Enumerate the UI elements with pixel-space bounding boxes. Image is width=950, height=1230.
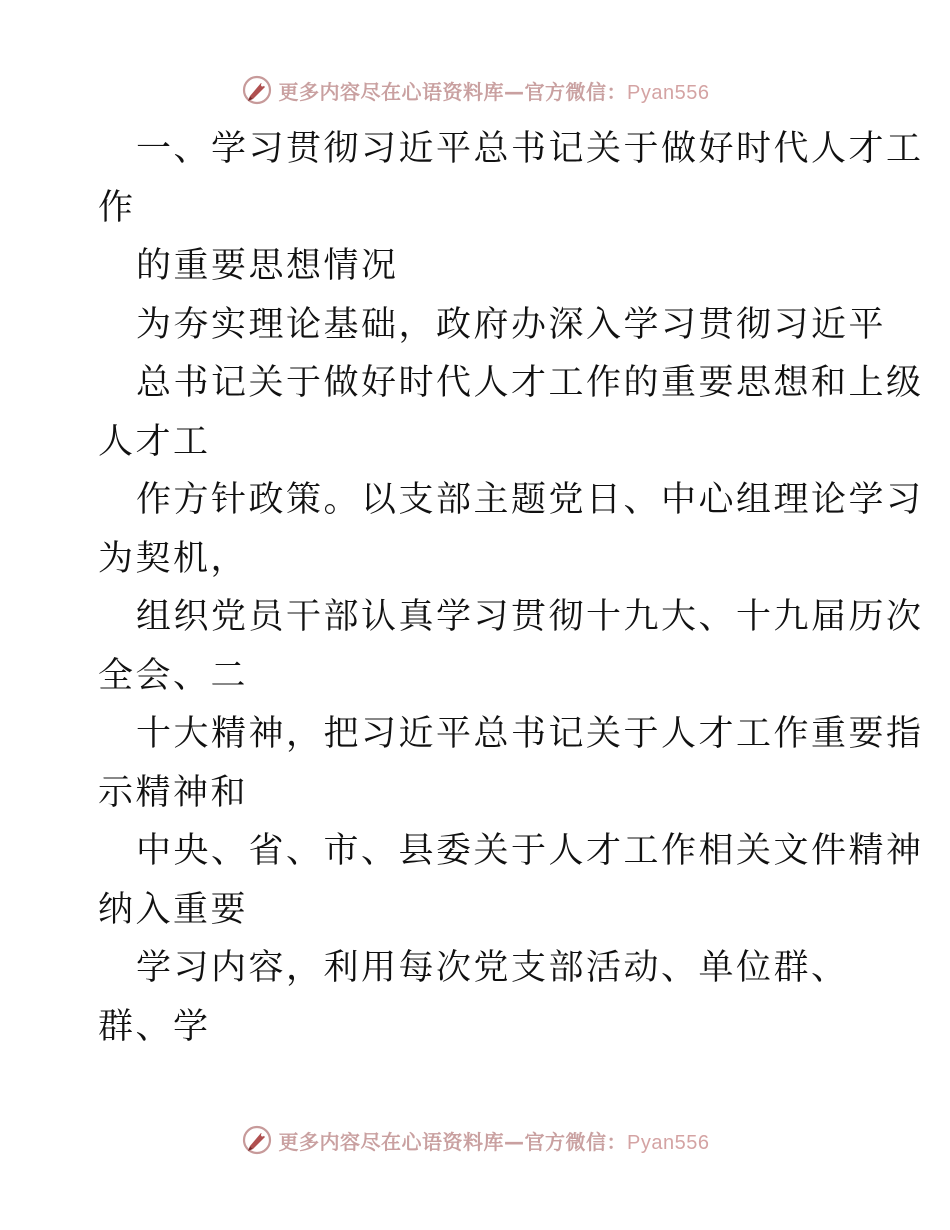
watermark-text	[279, 76, 710, 105]
watermark-id: Pyan556	[627, 1131, 710, 1154]
text-line: 作	[98, 187, 136, 228]
text-line: 总书记关于做好时代人才工作的重要思想和上级	[136, 363, 924, 403]
text-line: 作方针政策。以支部主题党日、中心组理论学习	[136, 480, 924, 520]
text-line: 为契机，	[98, 538, 249, 579]
text-line: 人才工	[98, 421, 211, 462]
text-line: 的重要思想情况	[136, 246, 399, 286]
pen-nib-logo-icon	[241, 74, 273, 106]
watermark-text	[279, 1126, 710, 1155]
text-line: 全会、二	[98, 655, 249, 696]
text-line: 纳入重要	[98, 889, 249, 930]
text-line: 为夯实理论基础，政府办深入学习贯彻习近平	[136, 304, 887, 345]
watermark-label: 官方微信：	[524, 79, 628, 104]
watermark-main: 更多内容尽在心语资料库	[278, 1129, 505, 1154]
text-line: 示精神和	[98, 772, 249, 813]
watermark-id: Pyan556	[627, 81, 710, 104]
text-line: 一、学习贯彻习近平总书记关于做好时代人才工	[136, 129, 924, 169]
watermark-main: 更多内容尽在心语资料库	[278, 79, 505, 104]
text-line: 中央、省、市、县委关于人才工作相关文件精神	[136, 831, 924, 871]
watermark-separator: —	[504, 79, 525, 104]
text-line: 学习内容，利用每次党支部活动、单位群、	[136, 948, 849, 988]
watermark-label: 官方微信：	[524, 1129, 628, 1154]
document-body	[98, 120, 924, 1056]
footer-watermark	[0, 1120, 950, 1160]
text-line: 十大精神，把习近平总书记关于人才工作重要指	[136, 714, 924, 754]
pen-nib-logo-icon	[241, 1124, 273, 1156]
text-line: 群、学	[98, 1006, 211, 1047]
watermark-separator: —	[504, 1129, 525, 1154]
text-line: 组织党员干部认真学习贯彻十九大、十九届历次	[136, 597, 924, 637]
header-watermark	[0, 70, 950, 110]
